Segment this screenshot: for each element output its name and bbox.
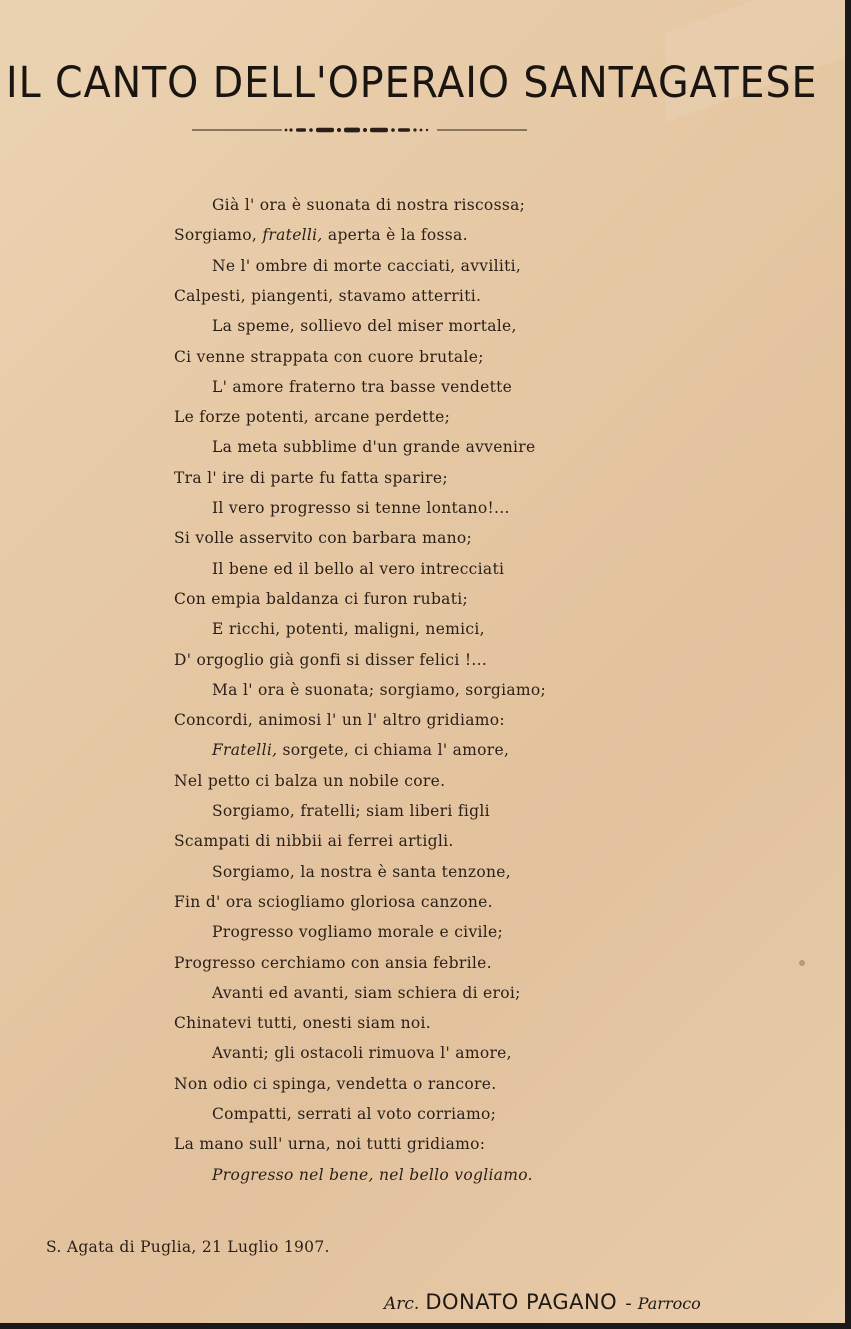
poem-verse <box>174 651 487 669</box>
verse-text: D' orgoglio già gonfi si disser felici !... <box>174 650 488 669</box>
signature <box>384 1290 701 1314</box>
verse-text: Già l' ora è suonata di nostra riscossa; <box>212 196 526 214</box>
poem-verse <box>174 226 468 244</box>
poem-verse <box>174 469 448 487</box>
verse-text: Il bene ed il bello al vero intrecciati <box>212 559 505 578</box>
poem-verse <box>212 196 525 214</box>
verse-text: Si volle asservito con barbara mano; <box>174 529 473 548</box>
verse-text: Non odio ci spinga, vendetta o rancore. <box>174 1074 497 1093</box>
verse-text: Chinatevi tutti, onesti siam noi. <box>174 1014 431 1033</box>
poem-verse <box>212 1105 496 1123</box>
verse-text: Progresso vogliamo morale e civile; <box>212 923 504 942</box>
signature-separator: - <box>625 1293 632 1314</box>
verse-text: Nel petto ci balza un nobile core. <box>174 771 446 790</box>
verse-text-italic: Fratelli, <box>212 741 278 760</box>
verse-text: sorgete, ci chiama l' amore, <box>277 741 510 760</box>
poem-verse <box>174 529 472 547</box>
poem-verse <box>212 741 509 759</box>
poem-verse <box>174 287 481 305</box>
verse-text: La meta subblime d'un grande avvenire <box>212 438 536 457</box>
poem-verse <box>212 560 504 578</box>
page-title: IL CANTO DELL'OPERAIO SANTAGATESE <box>6 58 818 108</box>
verse-text: aperta è la fossa. <box>322 226 468 245</box>
poem-verse <box>174 893 493 911</box>
verse-text: Con empia baldanza ci furon rubati; <box>174 589 469 608</box>
verse-text: Ci venne strappata con cuore brutale; <box>174 347 484 366</box>
poem-verse <box>212 499 510 517</box>
poem-verse <box>174 954 492 972</box>
verse-text: Concordi, animosi l' un l' altro gridiamo: <box>174 711 505 730</box>
verse-text-italic: Progresso nel bene, nel bello vogliamo. <box>212 1165 533 1184</box>
verse-text: Sorgiamo, la nostra è santa tenzone, <box>212 862 512 881</box>
poem-verse <box>212 317 517 335</box>
poem-verse <box>212 438 535 456</box>
poem-verse <box>174 408 450 426</box>
poem-verse <box>212 863 511 881</box>
poem-verse <box>174 348 484 366</box>
poem-verse <box>212 257 521 275</box>
poem-verse <box>174 832 454 850</box>
verse-text-italic: fratelli, <box>262 226 323 245</box>
verse-text: Avanti; gli ostacoli rimuova l' amore, <box>212 1044 512 1063</box>
poem-verse <box>212 620 485 638</box>
verse-text: E ricchi, potenti, maligni, nemici, <box>212 620 485 639</box>
poem-verse <box>212 1044 512 1062</box>
verse-text: L' amore fraterno tra basse vendette <box>212 377 513 396</box>
verse-text: Compatti, serrati al voto corriamo; <box>212 1105 497 1123</box>
verse-text: Scampati di nibbii ai ferrei artigli. <box>174 832 454 851</box>
poem-verse <box>174 1075 496 1093</box>
verse-text: Avanti ed avanti, siam schiera di eroi; <box>212 983 521 1002</box>
verse-text: Il vero progresso si tenne lontano!... <box>212 499 510 517</box>
verse-text: Progresso cerchiamo con ansia febrile. <box>174 953 492 972</box>
verse-text: Tra l' ire di parte fu fatta sparire; <box>174 468 448 487</box>
verse-text: Sorgiamo, <box>174 226 263 245</box>
verse-text: Sorgiamo, fratelli; siam liberi figli <box>212 802 490 820</box>
poem-verse <box>212 984 521 1002</box>
poem-verse <box>174 590 468 608</box>
poem-verse <box>212 681 546 699</box>
verse-text: Ne l' ombre di morte cacciati, avviliti, <box>212 256 522 275</box>
verse-text: Le forze potenti, arcane perdette; <box>174 408 451 427</box>
verse-text: Fin d' ora sciogliamo gloriosa canzone. <box>174 892 493 911</box>
verse-text: Ma l' ora è suonata; sorgiamo, sorgiamo; <box>212 680 547 699</box>
signature-title: Arc. <box>384 1294 420 1314</box>
verse-text: La speme, sollievo del miser mortale, <box>212 317 517 336</box>
poem-verse <box>174 1135 485 1153</box>
paper-mark <box>799 960 805 966</box>
verse-text: Calpesti, piangenti, stavamo atterriti. <box>174 286 482 305</box>
signature-name: DONATO PAGANO <box>425 1290 618 1314</box>
poem-verse <box>174 772 445 790</box>
poem-verse <box>212 378 512 396</box>
verse-text: La mano sull' urna, noi tutti gridiamo: <box>174 1135 486 1154</box>
poem-verse <box>212 923 503 941</box>
poem-verse <box>174 711 505 729</box>
poem-verse <box>212 802 490 820</box>
place-date: S. Agata di Puglia, 21 Luglio 1907. <box>46 1238 330 1256</box>
poem-verse <box>212 1166 533 1184</box>
title-ornament-divider <box>192 123 527 137</box>
poem-verse <box>174 1014 431 1032</box>
signature-role: Parroco <box>637 1294 701 1313</box>
